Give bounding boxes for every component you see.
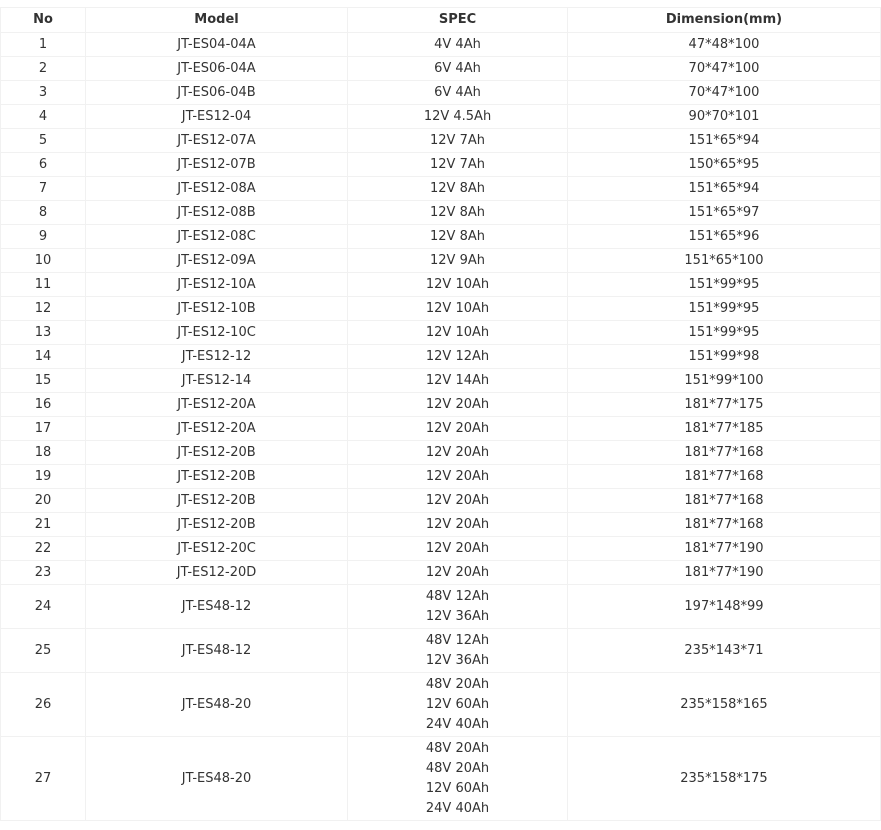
spec-line: 12V 36Ah xyxy=(425,652,490,668)
spec-line: 48V 20Ah xyxy=(425,740,490,756)
spec-line: 12V 4.5Ah xyxy=(423,108,492,124)
cell-model: JT-ES48-12 xyxy=(86,629,348,673)
cell-spec xyxy=(348,177,568,201)
cell-no: 14 xyxy=(1,345,86,369)
cell-no: 18 xyxy=(1,441,86,465)
cell-no: 2 xyxy=(1,57,86,81)
cell-spec xyxy=(348,417,568,441)
table-row xyxy=(1,273,881,297)
spec-line: 48V 20Ah xyxy=(425,676,490,692)
cell-dimension: 151*65*97 xyxy=(568,201,881,225)
cell-spec xyxy=(348,321,568,345)
cell-model: JT-ES06-04A xyxy=(86,57,348,81)
table-row xyxy=(1,441,881,465)
cell-no: 26 xyxy=(1,673,86,737)
header-spec: SPEC xyxy=(348,8,568,33)
spec-line: 12V 10Ah xyxy=(425,324,490,340)
cell-model: JT-ES48-12 xyxy=(86,585,348,629)
cell-model: JT-ES12-20D xyxy=(86,561,348,585)
spec-line: 48V 20Ah xyxy=(425,760,490,776)
cell-dimension: 181*77*175 xyxy=(568,393,881,417)
cell-dimension: 151*65*96 xyxy=(568,225,881,249)
cell-dimension: 151*99*100 xyxy=(568,369,881,393)
cell-model: JT-ES12-10B xyxy=(86,297,348,321)
spec-line: 12V 8Ah xyxy=(430,180,485,196)
cell-no: 10 xyxy=(1,249,86,273)
spec-line: 12V 8Ah xyxy=(430,228,485,244)
table-row xyxy=(1,201,881,225)
spec-line: 12V 20Ah xyxy=(425,468,490,484)
table-row xyxy=(1,585,881,629)
cell-dimension: 181*77*185 xyxy=(568,417,881,441)
cell-model: JT-ES12-20A xyxy=(86,393,348,417)
cell-no: 11 xyxy=(1,273,86,297)
spec-line: 6V 4Ah xyxy=(434,84,481,100)
cell-model: JT-ES12-20B xyxy=(86,441,348,465)
table-row xyxy=(1,561,881,585)
cell-dimension: 47*48*100 xyxy=(568,33,881,57)
spec-line: 12V 10Ah xyxy=(425,276,490,292)
table-row xyxy=(1,153,881,177)
table-row xyxy=(1,297,881,321)
cell-spec xyxy=(348,57,568,81)
spec-line: 12V 7Ah xyxy=(430,132,485,148)
cell-no: 16 xyxy=(1,393,86,417)
table-row xyxy=(1,369,881,393)
cell-no: 4 xyxy=(1,105,86,129)
cell-no: 7 xyxy=(1,177,86,201)
table-row xyxy=(1,513,881,537)
spec-line: 48V 12Ah xyxy=(425,632,490,648)
cell-model: JT-ES12-08A xyxy=(86,177,348,201)
cell-model: JT-ES12-08B xyxy=(86,201,348,225)
cell-no: 25 xyxy=(1,629,86,673)
cell-dimension: 181*77*190 xyxy=(568,537,881,561)
spec-line: 12V 20Ah xyxy=(425,516,490,532)
cell-spec xyxy=(348,153,568,177)
cell-model: JT-ES04-04A xyxy=(86,33,348,57)
spec-line: 12V 20Ah xyxy=(425,420,490,436)
table-row xyxy=(1,177,881,201)
cell-spec xyxy=(348,393,568,417)
cell-dimension: 181*77*168 xyxy=(568,489,881,513)
table-row xyxy=(1,129,881,153)
table-row xyxy=(1,393,881,417)
cell-dimension: 181*77*168 xyxy=(568,465,881,489)
cell-spec xyxy=(348,441,568,465)
spec-line: 6V 4Ah xyxy=(434,60,481,76)
cell-no: 23 xyxy=(1,561,86,585)
cell-spec xyxy=(348,369,568,393)
cell-model: JT-ES06-04B xyxy=(86,81,348,105)
cell-dimension: 181*77*190 xyxy=(568,561,881,585)
cell-spec xyxy=(348,489,568,513)
table-row xyxy=(1,737,881,821)
cell-spec xyxy=(348,737,568,821)
cell-dimension: 151*99*95 xyxy=(568,297,881,321)
cell-model: JT-ES12-07B xyxy=(86,153,348,177)
cell-no: 24 xyxy=(1,585,86,629)
cell-model: JT-ES12-04 xyxy=(86,105,348,129)
spec-line: 12V 36Ah xyxy=(425,608,490,624)
spec-line: 12V 12Ah xyxy=(425,348,490,364)
cell-dimension: 70*47*100 xyxy=(568,81,881,105)
table-row xyxy=(1,249,881,273)
spec-line: 12V 20Ah xyxy=(425,444,490,460)
table-row xyxy=(1,417,881,441)
cell-dimension: 235*158*175 xyxy=(568,737,881,821)
cell-no: 5 xyxy=(1,129,86,153)
cell-spec xyxy=(348,105,568,129)
cell-spec xyxy=(348,345,568,369)
cell-spec xyxy=(348,297,568,321)
cell-spec xyxy=(348,629,568,673)
cell-model: JT-ES12-14 xyxy=(86,369,348,393)
spec-line: 12V 8Ah xyxy=(430,204,485,220)
table-header-row xyxy=(1,8,881,33)
spec-line: 12V 10Ah xyxy=(425,300,490,316)
cell-no: 6 xyxy=(1,153,86,177)
cell-spec xyxy=(348,273,568,297)
cell-no: 17 xyxy=(1,417,86,441)
table-row xyxy=(1,489,881,513)
cell-spec xyxy=(348,673,568,737)
cell-no: 13 xyxy=(1,321,86,345)
cell-spec xyxy=(348,225,568,249)
cell-dimension: 181*77*168 xyxy=(568,441,881,465)
header-no: No xyxy=(1,8,86,33)
cell-spec xyxy=(348,129,568,153)
spec-line: 12V 20Ah xyxy=(425,492,490,508)
cell-no: 3 xyxy=(1,81,86,105)
cell-spec xyxy=(348,513,568,537)
table-row xyxy=(1,81,881,105)
spec-line: 12V 60Ah xyxy=(425,780,490,796)
cell-dimension: 70*47*100 xyxy=(568,57,881,81)
table-row xyxy=(1,225,881,249)
cell-no: 22 xyxy=(1,537,86,561)
spec-line: 12V 7Ah xyxy=(430,156,485,172)
cell-no: 20 xyxy=(1,489,86,513)
spec-line: 48V 12Ah xyxy=(425,588,490,604)
spec-line: 4V 4Ah xyxy=(434,36,481,52)
cell-no: 15 xyxy=(1,369,86,393)
cell-model: JT-ES12-20B xyxy=(86,489,348,513)
cell-dimension: 151*99*98 xyxy=(568,345,881,369)
cell-dimension: 151*65*100 xyxy=(568,249,881,273)
table-row xyxy=(1,537,881,561)
cell-spec xyxy=(348,585,568,629)
table-row xyxy=(1,57,881,81)
spec-line: 12V 14Ah xyxy=(425,372,490,388)
cell-dimension: 181*77*168 xyxy=(568,513,881,537)
cell-model: JT-ES12-10C xyxy=(86,321,348,345)
cell-dimension: 90*70*101 xyxy=(568,105,881,129)
cell-model: JT-ES12-09A xyxy=(86,249,348,273)
spec-line: 12V 20Ah xyxy=(425,564,490,580)
cell-model: JT-ES12-20B xyxy=(86,513,348,537)
cell-no: 21 xyxy=(1,513,86,537)
cell-dimension: 151*65*94 xyxy=(568,177,881,201)
table-row xyxy=(1,33,881,57)
header-model: Model xyxy=(86,8,348,33)
header-dimension: Dimension(mm) xyxy=(568,8,881,33)
cell-spec xyxy=(348,561,568,585)
cell-no: 1 xyxy=(1,33,86,57)
cell-model: JT-ES48-20 xyxy=(86,737,348,821)
cell-spec xyxy=(348,537,568,561)
table-row xyxy=(1,629,881,673)
cell-model: JT-ES48-20 xyxy=(86,673,348,737)
cell-no: 19 xyxy=(1,465,86,489)
cell-no: 8 xyxy=(1,201,86,225)
cell-model: JT-ES12-12 xyxy=(86,345,348,369)
cell-spec xyxy=(348,465,568,489)
cell-dimension: 235*143*71 xyxy=(568,629,881,673)
cell-model: JT-ES12-20A xyxy=(86,417,348,441)
cell-model: JT-ES12-20C xyxy=(86,537,348,561)
table-row xyxy=(1,105,881,129)
table-row xyxy=(1,673,881,737)
table-body xyxy=(1,33,881,821)
cell-spec xyxy=(348,201,568,225)
spec-line: 24V 40Ah xyxy=(425,800,490,816)
cell-model: JT-ES12-07A xyxy=(86,129,348,153)
cell-dimension: 151*99*95 xyxy=(568,273,881,297)
spec-table xyxy=(0,7,881,821)
spec-line: 12V 20Ah xyxy=(425,540,490,556)
table-row xyxy=(1,465,881,489)
table-row xyxy=(1,345,881,369)
table-row xyxy=(1,321,881,345)
cell-dimension: 151*99*95 xyxy=(568,321,881,345)
cell-spec xyxy=(348,33,568,57)
cell-dimension: 235*158*165 xyxy=(568,673,881,737)
spec-line: 24V 40Ah xyxy=(425,716,490,732)
cell-spec xyxy=(348,249,568,273)
spec-line: 12V 60Ah xyxy=(425,696,490,712)
cell-model: JT-ES12-08C xyxy=(86,225,348,249)
cell-spec xyxy=(348,81,568,105)
cell-model: JT-ES12-20B xyxy=(86,465,348,489)
cell-dimension: 197*148*99 xyxy=(568,585,881,629)
spec-line: 12V 20Ah xyxy=(425,396,490,412)
spec-line: 12V 9Ah xyxy=(430,252,485,268)
cell-model: JT-ES12-10A xyxy=(86,273,348,297)
cell-no: 9 xyxy=(1,225,86,249)
cell-dimension: 150*65*95 xyxy=(568,153,881,177)
cell-no: 27 xyxy=(1,737,86,821)
cell-dimension: 151*65*94 xyxy=(568,129,881,153)
cell-no: 12 xyxy=(1,297,86,321)
